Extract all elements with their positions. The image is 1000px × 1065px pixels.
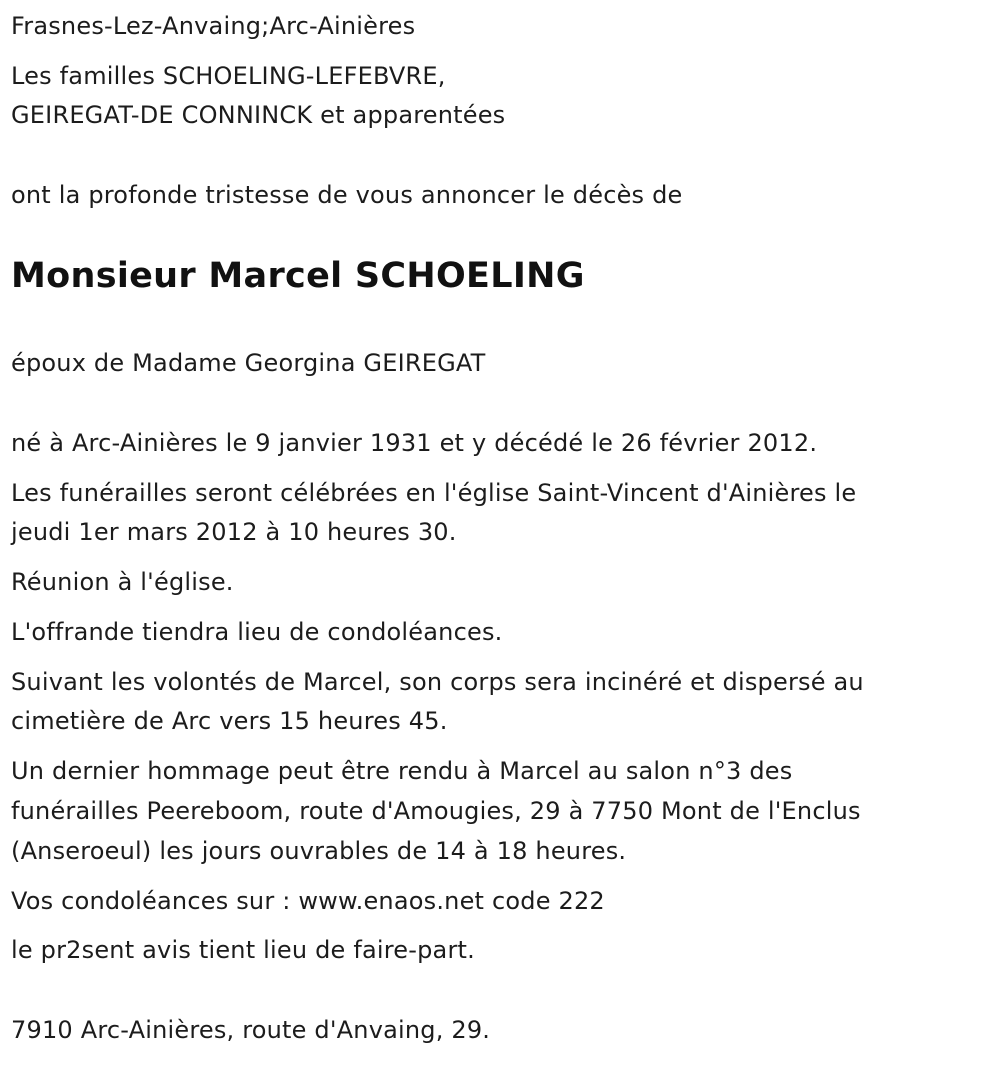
locality-line: Frasnes-Lez-Anvaing;Arc-Ainières	[11, 12, 416, 40]
birth-death-line: né à Arc-Ainières le 9 janvier 1931 et y décédé le 26 février 2012.	[11, 429, 818, 457]
notice-line: le pr2sent avis tient lieu de faire-part.	[11, 936, 475, 964]
deceased-name: Monsieur Marcel SCHOELING	[11, 256, 585, 296]
families-line-2: GEIREGAT-DE CONNINCK et apparentées	[11, 101, 506, 129]
tribute-line-2: funérailles Peereboom, route d'Amougies, 29 à 7750 Mont de l'Enclus	[11, 797, 861, 825]
wishes-line-2: cimetière de Arc vers 15 heures 45.	[11, 707, 448, 735]
wishes-line-1: Suivant les volontés de Marcel, son corps sera incinéré et dispersé au	[11, 668, 864, 696]
tribute-line-3: (Anseroeul) les jours ouvrables de 14 à 18 heures.	[11, 837, 627, 865]
offering-line: L'offrande tiendra lieu de condoléances.	[11, 618, 503, 646]
families-line-1: Les familles SCHOELING-LEFEBVRE,	[11, 62, 446, 90]
spouse-line: époux de Madame Georgina GEIREGAT	[11, 349, 486, 377]
condolences-line: Vos condoléances sur : www.enaos.net code 222	[11, 887, 605, 915]
funeral-line-1: Les funérailles seront célébrées en l'église Saint-Vincent d'Ainières le	[11, 479, 857, 507]
address-line: 7910 Arc-Ainières, route d'Anvaing, 29.	[11, 1016, 491, 1044]
funeral-line-2: jeudi 1er mars 2012 à 10 heures 30.	[11, 518, 457, 546]
tribute-line-1: Un dernier hommage peut être rendu à Marcel au salon n°3 des	[11, 757, 793, 785]
meeting-line: Réunion à l'église.	[11, 568, 234, 596]
announcement-text: ont la profonde tristesse de vous annoncer le décès de	[11, 181, 683, 209]
